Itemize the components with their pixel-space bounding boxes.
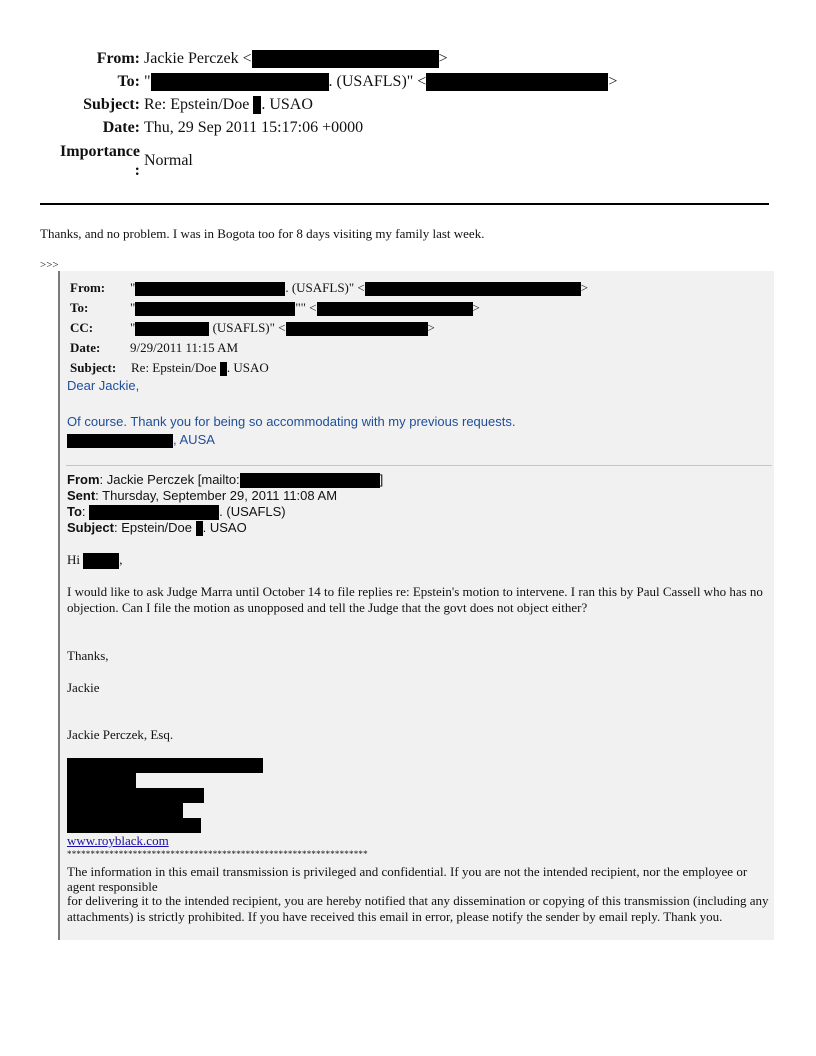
orig-from: [67, 472, 383, 488]
quote-marker: >>>: [40, 259, 59, 271]
reply-text: Thanks, and no problem. I was in Bogota too for 8 days visiting my family last week.: [40, 226, 485, 241]
redaction: [252, 50, 439, 68]
orig-to-value: :: [81, 504, 90, 519]
orig-subject-post: . USAO: [202, 520, 247, 535]
disclaimer-line-1: The information in this email transmission is privileged and confidential. If you are not the intended recipient, nor the employee or agent responsible: [67, 864, 748, 894]
redaction: [135, 322, 209, 336]
redaction: [67, 434, 173, 448]
redaction: [286, 322, 428, 336]
quoted-subject-label: Subject:: [70, 360, 117, 375]
quoted-from-value: [130, 280, 588, 296]
quoted-signoff: [67, 432, 215, 448]
redaction: [365, 282, 581, 296]
quoted-to-end: >: [472, 300, 480, 315]
quoted-cc-value: [130, 320, 435, 336]
subject-pre: Re: Epstein/Doe: [144, 96, 254, 113]
importance-colon: :: [134, 162, 140, 179]
quoted-subject-value: [131, 360, 269, 376]
redaction: [151, 73, 329, 91]
orig-to: [67, 504, 286, 520]
quoted-message-text: Of course. Thank you for being so accommodating with my previous requests.: [67, 414, 516, 429]
orig-subject-pre: : Epstein/Doe: [113, 520, 196, 535]
quoted-to-value: [130, 300, 480, 316]
quoted-cc-end: >: [427, 320, 435, 335]
quoted-subject-post: . USAO: [226, 360, 269, 375]
from-label: From:: [96, 50, 140, 67]
redaction: [240, 473, 380, 488]
website-link[interactable]: www.royblack.com: [67, 833, 169, 848]
orig-to-end: . (USAFLS): [219, 504, 286, 519]
redaction: [67, 788, 204, 803]
orig-from-end: ]: [379, 472, 384, 487]
redaction: [135, 302, 295, 316]
orig-sent-label: Sent: [67, 488, 96, 503]
redaction: [317, 302, 473, 316]
stars-divider: ****************************************************************: [67, 849, 368, 859]
orig-greeting: [67, 552, 123, 569]
from-value: [144, 50, 448, 68]
orig-from-label: From: [67, 472, 100, 487]
quoted-from-quote: ": [130, 280, 136, 295]
to-mid: . (USAFLS)" <: [328, 73, 427, 90]
orig-paragraph: I would like to ask Judge Marra until October 14 to file replies re: Epstein's motion to intervene. I ran this by Paul Cassell who has no objection. Can I file the motion as unopposed and tell the Judge that the govt does not object either?: [67, 584, 763, 615]
message-divider: [66, 465, 772, 466]
quoted-signoff-text: , AUSA: [173, 432, 215, 447]
quoted-to-label: To:: [70, 300, 89, 315]
orig-thanks: Thanks,: [67, 648, 109, 663]
orig-signature: Jackie Perczek, Esq.: [67, 727, 174, 742]
orig-subject: [67, 520, 247, 536]
redaction: [67, 818, 201, 833]
quoted-date-label: Date:: [70, 340, 101, 355]
date-value: Thu, 29 Sep 2011 15:17:06 +0000: [144, 119, 364, 136]
quoted-subject-pre: Re: Epstein/Doe: [131, 360, 220, 375]
orig-sent-value: : Thursday, September 29, 2011 11:08 AM: [95, 488, 338, 503]
redaction: [83, 553, 119, 569]
from-end: >: [438, 50, 448, 67]
quoted-cc-label: CC:: [70, 320, 94, 335]
date-label: Date:: [102, 119, 140, 136]
to-quote: ": [144, 73, 151, 90]
redaction: [135, 282, 285, 296]
subject-label: Subject:: [83, 96, 140, 113]
header-divider: [40, 203, 769, 205]
quote-bar: [58, 271, 60, 940]
quoted-from-mid: . (USAFLS)" <: [285, 280, 365, 295]
orig-subject-label: Subject: [67, 520, 114, 535]
subject-value: [144, 96, 313, 114]
subject-post: . USAO: [261, 96, 313, 113]
quoted-from-label: From:: [70, 280, 106, 295]
disclaimer-line-2: for delivering it to the intended recipient, you are hereby notified that any dissemination or copying of this transmission (including any attachments) is strictly prohibited. If you have received this email in error, please notify the sender by email reply. Thank you.: [67, 893, 769, 924]
quoted-greeting: Dear Jackie,: [67, 378, 140, 393]
to-end: >: [608, 73, 618, 90]
redaction: [67, 803, 183, 818]
to-value: [144, 73, 617, 91]
redaction: [67, 773, 136, 788]
redaction: [220, 362, 227, 376]
redaction: [67, 758, 263, 773]
orig-greeting-pre: Hi: [67, 552, 84, 567]
quoted-cc-quote: ": [130, 320, 136, 335]
to-label: To:: [117, 73, 140, 90]
quoted-cc-mid: (USAFLS)" <: [209, 320, 286, 335]
orig-to-label: To: [67, 504, 82, 519]
importance-label: Importance: [60, 143, 140, 160]
orig-greeting-post: ,: [119, 552, 123, 567]
redaction: [89, 505, 219, 520]
quoted-to-quote: ": [130, 300, 136, 315]
orig-from-value: : Jackie Perczek [mailto:: [99, 472, 240, 487]
redaction: [196, 521, 203, 536]
importance-value: Normal: [144, 152, 193, 169]
from-name: Jackie Perczek <: [144, 50, 252, 67]
quoted-to-mid: "" <: [295, 300, 317, 315]
quoted-date-value: 9/29/2011 11:15 AM: [130, 340, 239, 355]
redaction: [426, 73, 608, 91]
orig-sent: [67, 488, 337, 503]
orig-name: Jackie: [67, 680, 100, 695]
quoted-from-end: >: [580, 280, 589, 295]
